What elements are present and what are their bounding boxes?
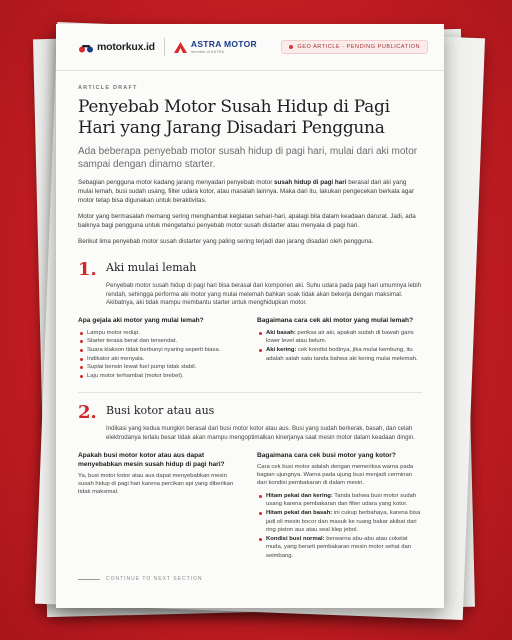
section-divider [78,392,422,393]
intro-paragraph-3: Berikut lima penyebab motor susah distarter yang paling sering terjadi dan jarang disadari oleh pengguna. [78,238,374,245]
check-column [257,316,422,381]
brand-secondary: ASTRA MOTOR [190,39,257,50]
list-item: Suara klakson tidak berbunyi nyaring seperti biasa. [78,346,243,355]
list-item [257,535,422,561]
column-text: Ya, busi motor kotor atau aus dapat menyebabkan mesin susah hidup di pagi hari karena percikan api yang diberikan tidak maksimal. [78,472,234,496]
symptoms-list [78,329,243,381]
article-eyebrow: ARTICLE DRAFT [78,85,138,91]
article-title: Penyebab Motor Susah Hidup di Pagi Hari yang Jarang Disadari Pengguna [78,97,390,138]
column-title: Apakah busi motor kotor atau aus dapat menyebabkan mesin susah hidup di pagi hari? [78,451,225,468]
brand-secondary-sub: member of ASTRA [190,48,225,54]
intro-text: Sebagian pengguna motor kadang jarang menyadari penyebab motor [78,179,275,186]
intro-text: berasal dari aki yang mulai lemah, busi sudah usang, filter udara kotor, atau masalah lainnya. Maka dari itu, lakukan pengecekan berkala agar motor tetap bisa digunakan untuk beraktivitas. [78,179,415,204]
column-text: Cara cek busi motor adalah dengan memeriksa warna pada bagian ujungnya. Warna pada ujung busi menjadi cerminan dari kondisi pembakaran di dalam mesin. [257,463,414,487]
column-title: Bagaimana cara cek aki motor yang mulai lemah? [257,316,414,324]
item-text: Tanda bahwa busi motor sudah usang karena pembakaran dan filter udara yang kotor. [266,492,417,508]
item-label: Hitam pekat dan kering: [266,492,333,499]
section-1-header [78,260,422,280]
page-header [56,24,444,71]
column-title: Apa gejala aki motor yang mulai lemah? [78,316,204,324]
list-item [257,492,422,509]
article-subtitle: Ada beberapa penyebab motor susah hidup di pagi hari, mulai dari aki motor sampai dengan dinamo starter. [78,146,418,170]
logo-separator [164,38,165,56]
astra-motor-logo [174,40,257,54]
section-title: Busi kotor atau aus [106,404,215,418]
column-title: Bagaimana cara cek busi motor yang kotor? [257,451,396,459]
list-item: Laju motor terhambat (motor brebet). [78,372,243,381]
list-item [257,329,422,346]
check-list [257,492,422,561]
check-list [257,329,422,363]
section-2-header [78,403,422,423]
brand-primary: motorkux.id [97,41,155,53]
faq-column [78,451,243,561]
symptoms-column [78,316,243,381]
continue-label: CONTINUE TO NEXT SECTION [106,576,203,582]
intro-paragraph-1 [78,178,422,205]
astra-logo-icon [174,42,187,53]
item-label: Kondisi busi normal: [266,535,325,542]
article-page [56,24,444,608]
item-text: ini cukup berbahaya, karena bisa jadi oli mesin bocor dan masuk ke ruang bakar akibat dari ring piston aus atau seal klep jebol. [266,509,421,534]
check-column [257,451,422,561]
section-2-columns [78,451,422,561]
item-text: periksa air aki, apakah sudah di bawah garis lower level atau belum. [266,329,414,345]
footer-rule [78,579,100,580]
list-item: Indikator aki menyala. [78,355,243,364]
section-description: Indikasi yang kedua mungkin berasal dari busi motor kotor atau aus. Busi yang sudah berkerak, basah, dan celah elektrodanya terlalu besar tidak akan mampu mengoptimalkan kinerjanya saat mesin motor dalam keadaan dingin. [106,425,415,441]
item-text: berwarna abu-abu atau cokelat muda, yang berarti pembakaran mesin motor sehat dan seimbang. [266,535,412,559]
section-1-columns [78,316,422,381]
section-number: 1. [78,259,97,280]
item-text: cek kondisi bodinya, jika mulai kembung, itu adalah salah satu tanda bahwa aki kering mulai melemah. [266,346,418,362]
list-item [257,509,422,535]
item-label: Hitam pekat dan basah: [266,509,333,516]
motorkux-logo [78,41,155,53]
section-title: Aki mulai lemah [106,261,197,274]
motorcycle-icon [78,42,94,53]
status-badge-text: GEO ARTICLE · PENDING PUBLICATION [297,44,420,50]
intro-paragraph-2: Motor yang bermasalah memang sering menghambat kegiatan sehari-hari, apalagi bila dalam keadaan darurat. Jadi, ada baiknya bagi pengguna untuk mengetahui penyebab motor susah distarter atau menyala di pagi hari. [78,213,416,229]
list-item: Lampu motor redup. [78,329,243,338]
intro-bold-keyword: susah hidup di pagi hari [274,179,347,186]
status-badge [281,40,428,54]
item-label: Aki basah: [266,329,296,336]
list-item: Starter terasa berat dan tersendat. [78,337,243,346]
list-item: Suplai bensin lewat fuel pump tidak stabil. [78,363,243,372]
section-description: Penyebab motor susah hidup di pagi hari bisa berasal dari komponen aki. Suhu udara pada pagi hari umumnya lebih rendah, sehingga performa aki motor yang mulai melemah bahkan soak tidak akan bekerja dengan maksimal. Akibatnya, aki tidak mampu membantu starter untuk menghidupkan motor. [106,282,422,307]
page-footer [78,576,203,582]
section-number: 2. [78,402,97,424]
list-item [257,346,422,363]
status-dot-icon [289,45,293,49]
item-label: Aki kering: [266,346,297,353]
